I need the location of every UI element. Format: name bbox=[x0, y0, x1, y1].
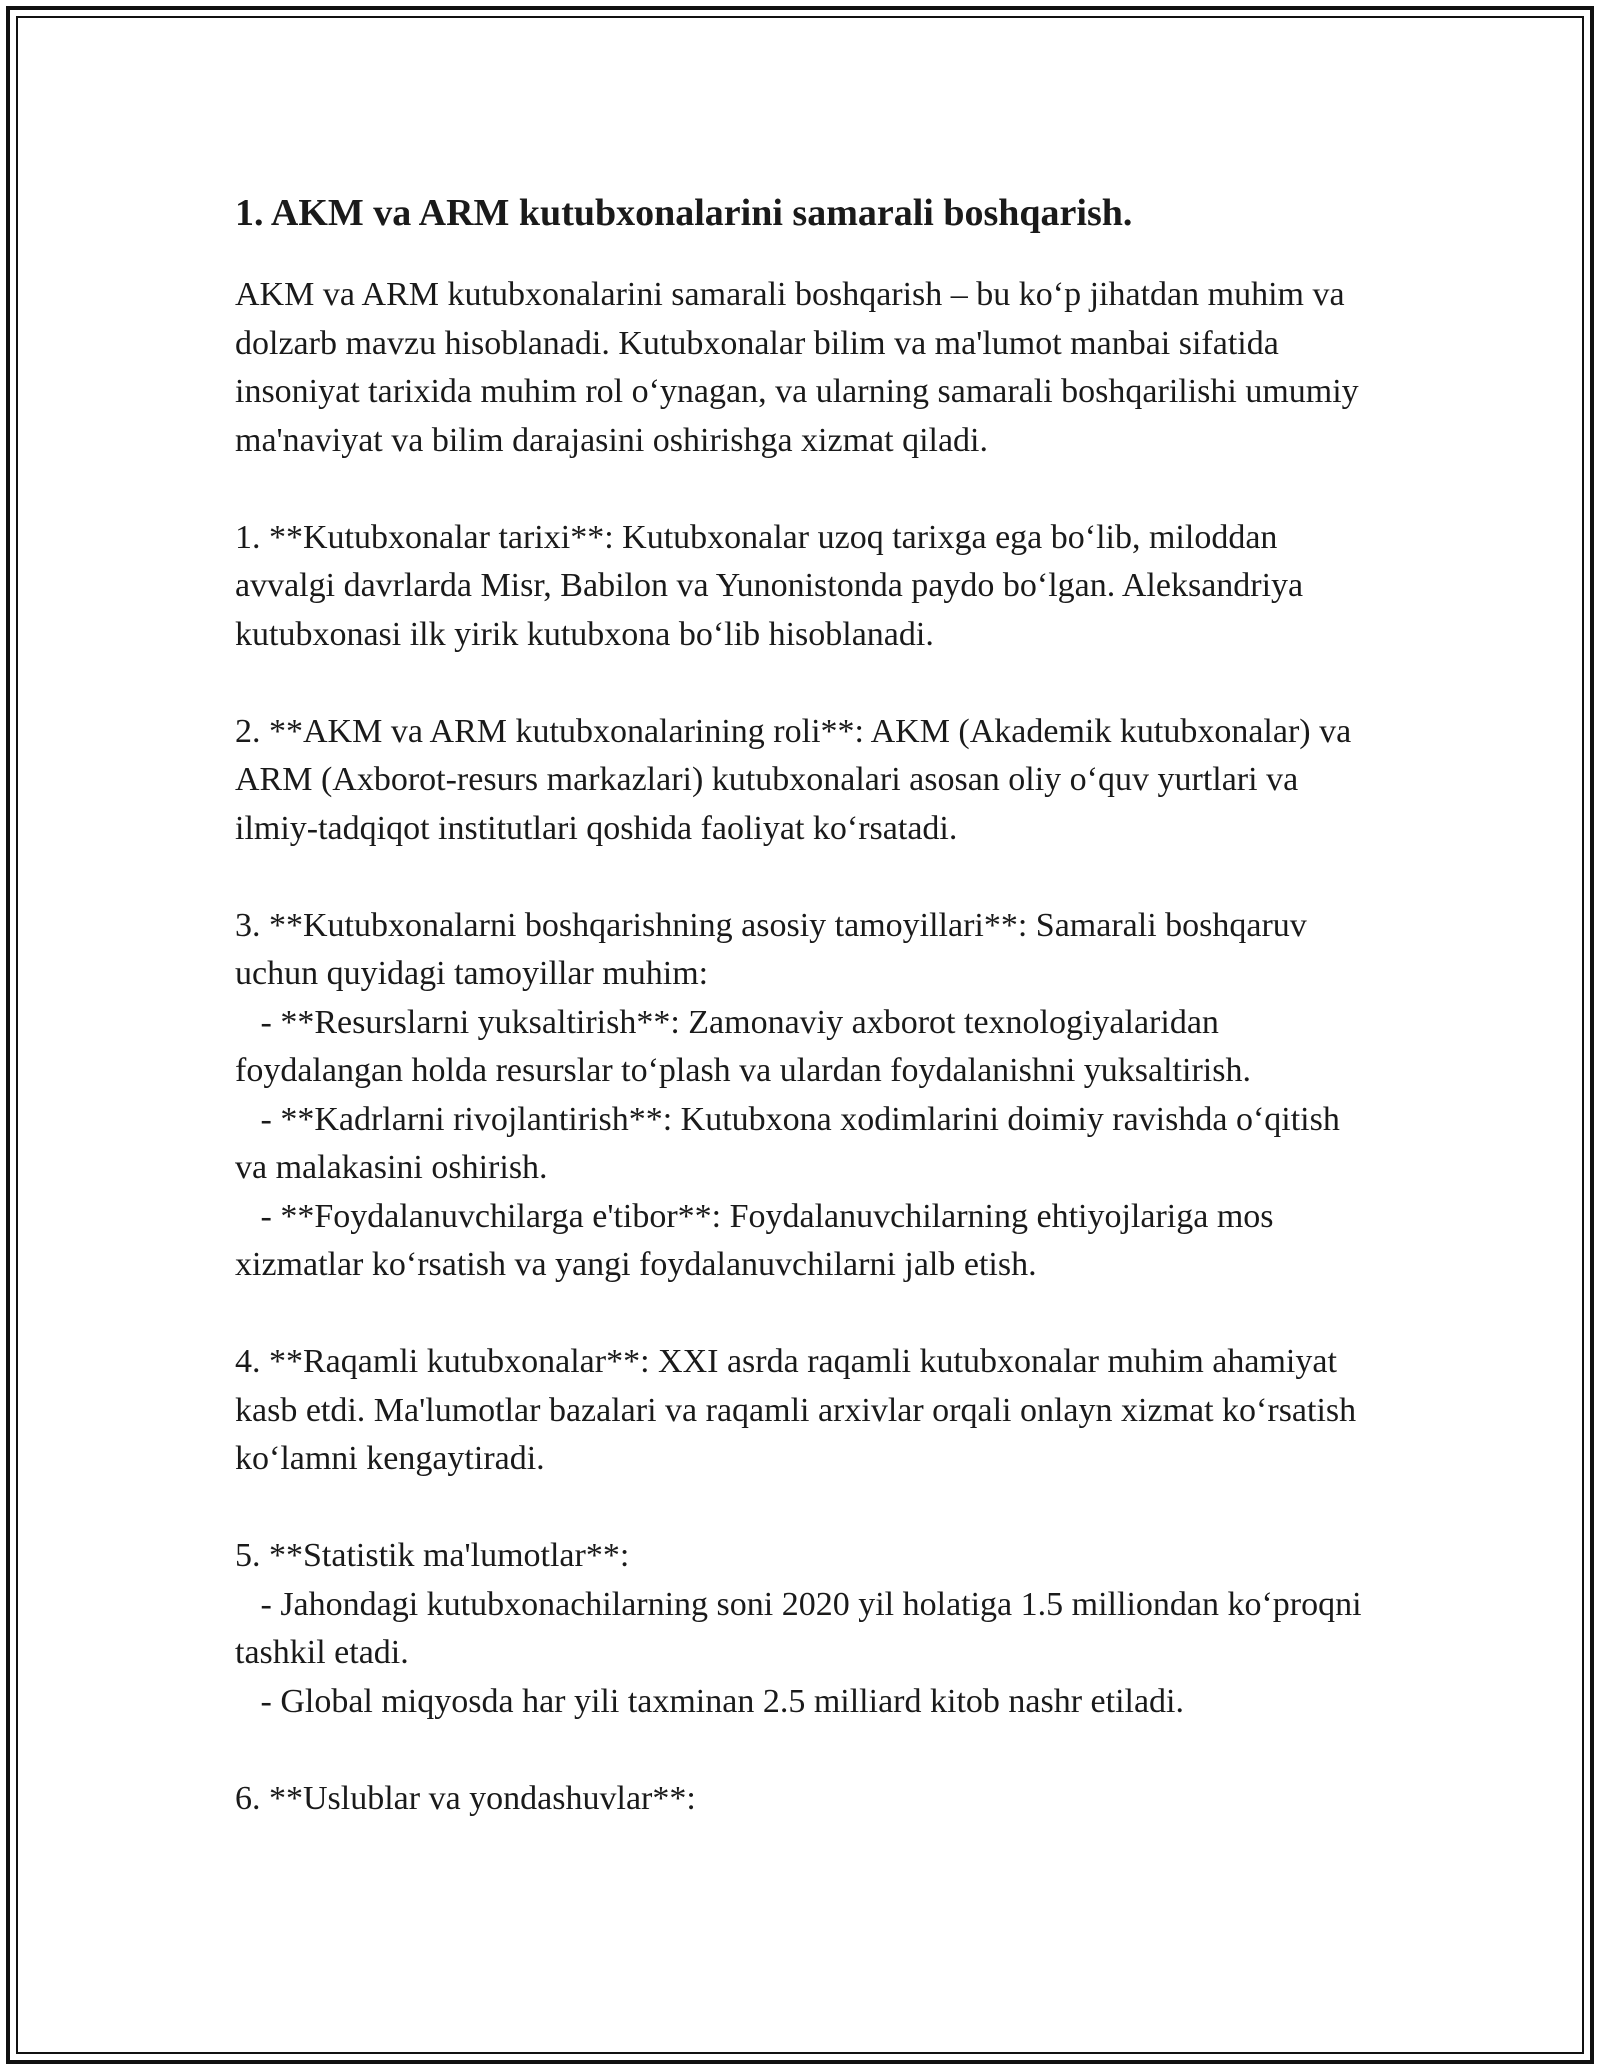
section-role-paragraph: 2. **AKM va ARM kutubxonalarining roli**: AKM (Akademik kutubxonalar) va ARM (Axborot-resurs markazlari) kutubxonalari asosan oliy oʻquv yurtlari va ilmiy-tadqiqot institutlari qoshida faoliyat koʻrsatadi. bbox=[235, 712, 1358, 847]
section-methods-paragraph: 6. **Uslublar va yondashuvlar**: bbox=[235, 1779, 696, 1817]
paragraph-spacer bbox=[235, 1484, 1375, 1533]
intro-paragraph: AKM va ARM kutubxonalarini samarali boshqarish – bu koʻp jihatdan muhim va dolzarb mavzu hisoblanadi. Kutubxonalar bilim va ma'lumot manbai sifatida insoniyat tarixida muhim rol oʻynagan, va ularning samarali boshqarilishi umumiy ma'naviyat va bilim darajasini oshirishga xizmat qiladi. bbox=[235, 276, 1368, 459]
document-title: 1. AKM va ARM kutubxonalarini samarali boshqarish. bbox=[235, 192, 1133, 234]
section-statistics-paragraph: 5. **Statistik ma'lumotlar**: - Jahondagi kutubxonachilarning soni 2020 yil holatiga 1.5 milliondan koʻproqni tashkil etadi. - Global miqyosda har yili taxminan 2.5 milliard kitob nashr etiladi. bbox=[235, 1537, 1362, 1720]
paragraph-spacer bbox=[235, 1726, 1375, 1775]
section-history-paragraph: 1. **Kutubxonalar tarixi**: Kutubxonalar uzoq tarixga ega boʻlib, miloddan avvalgi davrlarda Misr, Babilon va Yunonistonda paydo boʻlgan. Aleksandriya kutubxonasi ilk yirik kutubxona boʻlib hisoblanadi. bbox=[235, 518, 1312, 653]
document-page bbox=[235, 185, 1375, 1823]
paragraph-spacer bbox=[235, 1290, 1375, 1339]
paragraph-spacer bbox=[235, 853, 1375, 902]
paragraph-spacer bbox=[235, 465, 1375, 514]
section-principles-paragraph: 3. **Kutubxonalarni boshqarishning asosiy tamoyillari**: Samarali boshqaruv uchun quyidagi tamoyillar muhim: - **Resurslarni yuksaltirish**: Zamonaviy axborot texnologiyalaridan foydalangan holda resurslar toʻplash va ulardan foydalanishni yuksaltirish. - **Kadrlarni rivojlantirish**: Kutubxona xodimlarini doimiy ravishda oʻqitish va malakasini oshirish. - **Foydalanuvchilarga e'tibor**: Foydalanuvchilarning ehtiyojlariga mos xizmatlar koʻrsatish va yangi foydalanuvchilarni jalb etish. bbox=[235, 906, 1340, 1283]
section-digital-paragraph: 4. **Raqamli kutubxonalar**: XXI asrda raqamli kutubxonalar muhim ahamiyat kasb etdi. Ma'lumotlar bazalari va raqamli arxivlar orqali onlayn xizmat koʻrsatish koʻlamni kengaytiradi. bbox=[235, 1343, 1365, 1477]
paragraph-spacer bbox=[235, 659, 1375, 708]
